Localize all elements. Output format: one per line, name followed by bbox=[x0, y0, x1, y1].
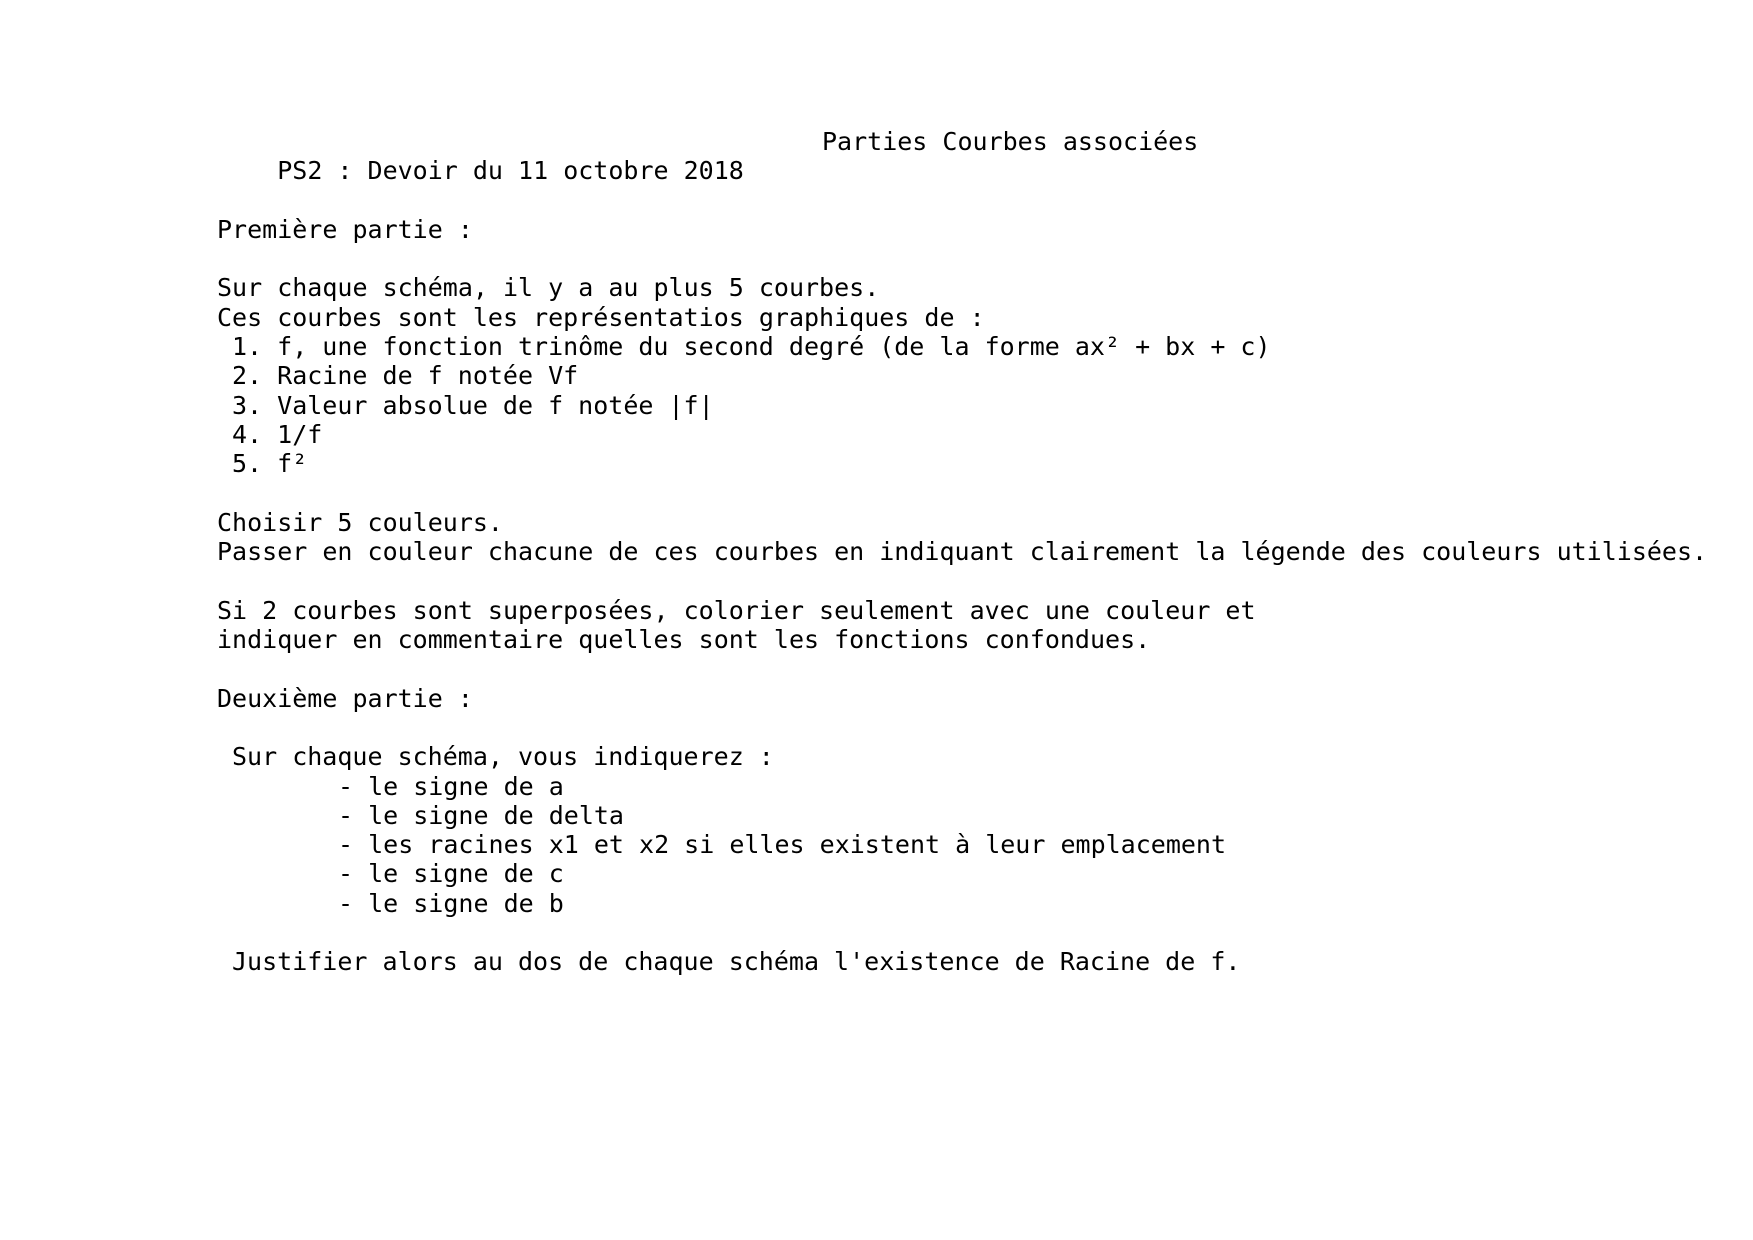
part1-list-item: 1. f, une fonction trinôme du second degré (de la forme ax² + bx + c) bbox=[232, 332, 1271, 362]
part2-list-item: - le signe de b bbox=[338, 888, 564, 918]
part2-list-item: - le signe de delta bbox=[338, 800, 624, 830]
part2-list-item: - le signe de c bbox=[338, 859, 564, 889]
part2-section bbox=[217, 654, 1737, 976]
part1-list-item: 4. 1/f bbox=[232, 419, 323, 449]
document-header bbox=[217, 127, 1737, 186]
part1-title: Première partie : bbox=[217, 214, 473, 244]
part1-overlap-line: indiquer en commentaire quelles sont les fonctions confondues. bbox=[217, 625, 1151, 655]
part2-title: Deuxième partie : bbox=[217, 683, 473, 713]
document-page bbox=[217, 127, 1737, 977]
part1-list-item: 3. Valeur absolue de f notée |f| bbox=[232, 390, 714, 420]
part2-conclusion: Justifier alors au dos de chaque schéma l'existence de Racine de f. bbox=[232, 947, 1241, 977]
header-title: PS2 : Devoir du 11 octobre 2018 bbox=[277, 156, 744, 186]
part2-list-item: - le signe de a bbox=[338, 771, 564, 801]
part1-intro-line: Ces courbes sont les représentatios graphiques de : bbox=[217, 302, 985, 332]
part2-list-item: - les racines x1 et x2 si elles existent à leur emplacement bbox=[338, 830, 1227, 860]
part1-colors-line: Choisir 5 couleurs. bbox=[217, 507, 503, 537]
part1-colors-line: Passer en couleur chacune de ces courbes en indiquant clairement la légende des couleurs utilisées. bbox=[217, 537, 1708, 567]
part1-overlap-line: Si 2 courbes sont superposées, colorier seulement avec une couleur et bbox=[217, 595, 1256, 625]
part1-list-item: 2. Racine de f notée Vf bbox=[232, 361, 579, 391]
part1-section bbox=[217, 215, 1737, 654]
part2-intro: Sur chaque schéma, vous indiquerez : bbox=[232, 742, 774, 772]
part1-intro-line: Sur chaque schéma, il y a au plus 5 courbes. bbox=[217, 273, 880, 303]
part1-list-item: 5. f² bbox=[232, 449, 308, 479]
header-subtitle: Parties Courbes associées bbox=[822, 127, 1199, 156]
